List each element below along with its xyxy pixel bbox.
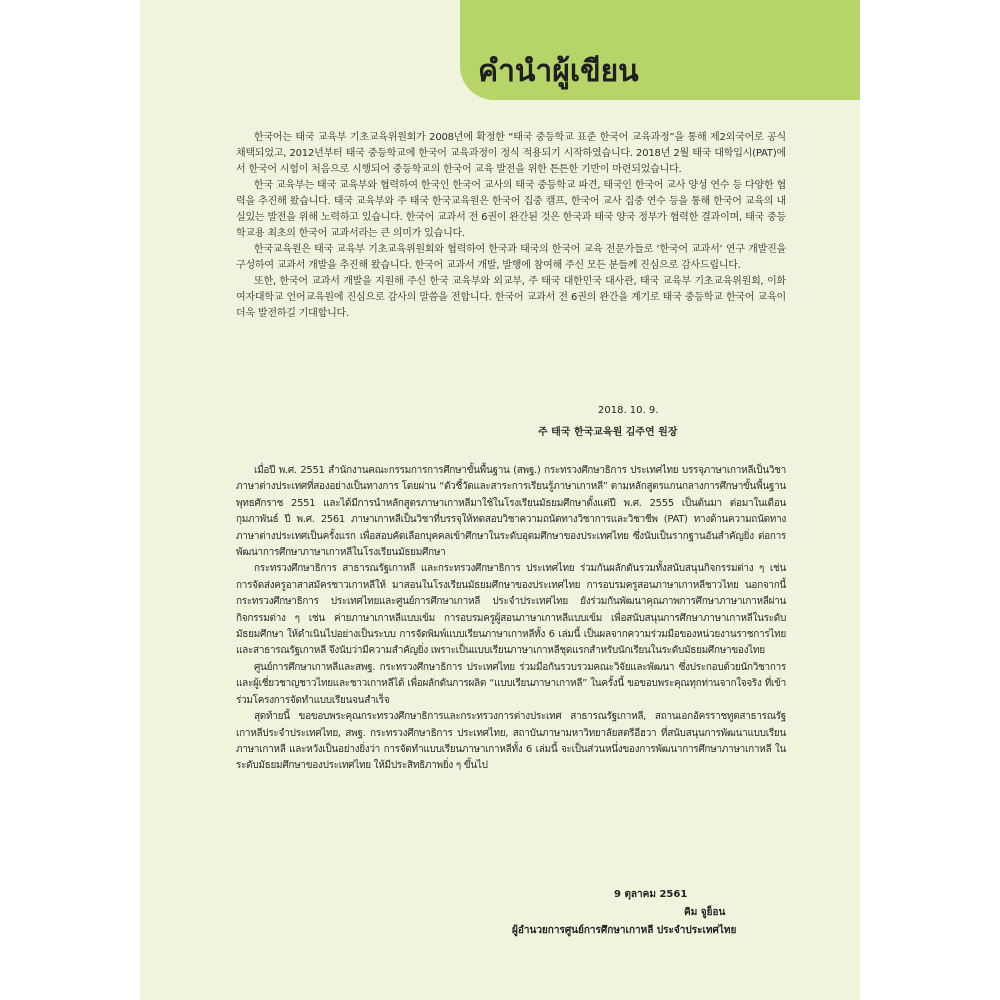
thai-paragraph: เมื่อปี พ.ศ. 2551 สำนักงานคณะกรรมการการศึกษาขั้นพื้นฐาน (สพฐ.) กระทรวงศึกษาธิการ ประเทศไทย บรรจุภาษาเกาหลีเป็นวิชาภาษาต่างประเทศที่สองอย่างเป็นทางการ โดยผ่าน “ตัวชี้วัดและสาระการเรียนรู้ภาษาเกาหลี” ตามหลักสูตรแกนกลางการศึกษาขั้นพื้นฐาน พุทธศักราช 2551 และได้มีการนำหลักสูตรภาษาเกาหลีมาใช้ในโรงเรียนมัธยมศึกษาตั้งแต่ปี พ.ศ. 2555 เป็นต้นมา ต่อมาในเดือนกุมภาพันธ์ ปี พ.ศ. 2561 ภาษาเกาหลีเป็นวิชาที่บรรจุให้ทดสอบวิชาความถนัดทางวิชาการและวิชาชีพ (PAT) ทางด้านความถนัดทางภาษาต่างประเทศเป็นครั้งแรก เพื่อสอบคัดเลือกบุคคลเข้าศึกษาในระดับอุดมศึกษาของประเทศไทย ซึ่งนับเป็นรากฐานอันสำคัญยิ่ง ต่อการพัฒนาการศึกษาภาษาเกาหลีในโรงเรียนมัธยมศึกษา xyxy=(236,465,786,559)
korean-foreword xyxy=(236,130,786,322)
thai-paragraph: ศูนย์การศึกษาเกาหลีและสพฐ. กระทรวงศึกษาธิการ ประเทศไทย ร่วมมือกันรวบรวมคณะวิจัยและพัฒนา ซึ่งประกอบด้วยนักวิชาการและผู้เชี่ยวชาญชาวไทยและชาวเกาหลีได้ เพื่อผลักดันการผลิต “แบบเรียนภาษาเกาหลี” ในครั้งนี้ ขอขอบพระคุณทุกท่านจากใจจริง ที่เข้าร่วมโครงการจัดทำแบบเรียนจนสำเร็จ xyxy=(236,661,786,706)
thai-date: 9 ตุลาคม 2561 xyxy=(614,889,688,900)
korean-paragraph: 한국어는 태국 교육부 기초교육위원회가 2008년에 확정한 “태국 중등학교 표준 한국어 교육과정”을 통해 제2외국어로 공식 채택되었고, 2012년부터 태국 중등학교에 한국어 교육과정이 정식 적용되기 시작하였습니다. 2018년 2월 태국 대학입시(PAT)에서 한국어 시험이 처음으로 시행되어 중등학교의 한국어 교육 발전을 위한 튼튼한 기반이 마련되었습니다. xyxy=(236,132,786,175)
korean-paragraph: 한국교육원은 태국 교육부 기초교육위원회와 협력하여 한국과 태국의 한국어 교육 전문가들로 ‘한국어 교과서’ 연구 개발진을 구성하여 교과서 개발을 추진해 왔습니다. 한국어 교과서 개발, 발행에 참여해 주신 모든 분들께 진심으로 감사드립니다. xyxy=(236,244,786,271)
thai-foreword xyxy=(236,463,786,775)
thai-paragraph: สุดท้ายนี้ ขอขอบพระคุณกระทรวงศึกษาธิการและกระทรวงการต่างประเทศ สาธารณรัฐเกาหลี, สถานเอกอัครราชทูตสาธารณรัฐเกาหลีประจำประเทศไทย, สพฐ. กระทรวงศึกษาธิการ ประเทศไทย, สถาบันภาษามหาวิทยาลัยสตรีอีฮวา ที่สนับสนุนการพัฒนาแบบเรียนภาษาเกาหลี และหวังเป็นอย่างยิ่งว่า การจัดทำแบบเรียนภาษาเกาหลีทั้ง 6 เล่มนี้ จะเป็นส่วนหนึ่งของการพัฒนาการศึกษาภาษาเกาหลี ในระดับมัธยมศึกษาของประเทศไทย ให้มีประสิทธิภาพยิ่ง ๆ ขึ้นไป xyxy=(236,711,786,772)
page-title: คำนำผู้เขียน xyxy=(478,54,639,89)
korean-paragraph: 또한, 한국어 교과서 개발을 지원해 주신 한국 교육부와 외교부, 주 태국 대한민국 대사관, 태국 교육부 기초교육위원회, 이화여자대학교 언어교육원에 진심으로 감사의 말씀을 전합니다. 한국어 교과서 전 6권의 완간을 계기로 태국 중등학교 한국어 교육이 더욱 발전하길 기대합니다. xyxy=(236,276,786,319)
thai-signer-name: คิม จูย็อน xyxy=(684,907,726,918)
thai-paragraph: กระทรวงศึกษาธิการ สาธารณรัฐเกาหลี และกระทรวงศึกษาธิการ ประเทศไทย ร่วมกันผลักดันรวมทั้งสนับสนุนกิจกรรมต่าง ๆ เช่น การจัดส่งครูอาสาสมัครชาวเกาหลีให้ มาสอนในโรงเรียนมัธยมศึกษาของประเทศไทย การอบรมครูสอนภาษาเกาหลีชาวไทย นอกจากนี้ กระทรวงศึกษาธิการ ประเทศไทยและศูนย์การศึกษาเกาหลี ประจำประเทศไทย ยังร่วมกันพัฒนาคุณภาพการศึกษาภาษาเกาหลีผ่านกิจกรรมต่าง ๆ เช่น ค่ายภาษาเกาหลีแบบเข้ม การอบรมครูผู้สอนภาษาเกาหลีแบบเข้ม เพื่อสนับสนุนการศึกษาภาษาเกาหลีในระดับมัธยมศึกษา ให้ดำเนินไปอย่างเป็นระบบ การจัดพิมพ์แบบเรียนภาษาเกาหลีทั้ง 6 เล่มนี้ เป็นผลจากความร่วมมือของหน่วยงานราชการไทยและสาธารณรัฐเกาหลี จึงนับว่ามีความสำคัญยิ่ง เพราะเป็นแบบเรียนภาษาเกาหลีชุดแรกสำหรับนักเรียนในระดับมัธยมศึกษาของไทย xyxy=(236,563,786,657)
thai-signer-title: ผู้อำนวยการศูนย์การศึกษาเกาหลี ประจำประเทศไทย xyxy=(512,925,737,936)
korean-paragraph: 한국 교육부는 태국 교육부와 협력하여 한국인 한국어 교사의 태국 중등학교 파견, 태국인 한국어 교사 양성 연수 등 다양한 협력을 추진해 왔습니다. 태국 교육부와 주 태국 한국교육원은 한국어 집중 캠프, 한국어 교사 집중 연수 등을 통해 한국어 교육의 내실있는 발전을 위해 노력하고 있습니다. 한국어 교과서 전 6권이 완간된 것은 한국과 태국 양국 정부가 협력한 결과이며, 태국 중등학교용 최초의 한국어 교과서라는 큰 의미가 있습니다. xyxy=(236,180,786,239)
korean-signature: 주 태국 한국교육원 김주연 원장 xyxy=(538,427,678,438)
korean-date: 2018. 10. 9. xyxy=(598,405,659,416)
